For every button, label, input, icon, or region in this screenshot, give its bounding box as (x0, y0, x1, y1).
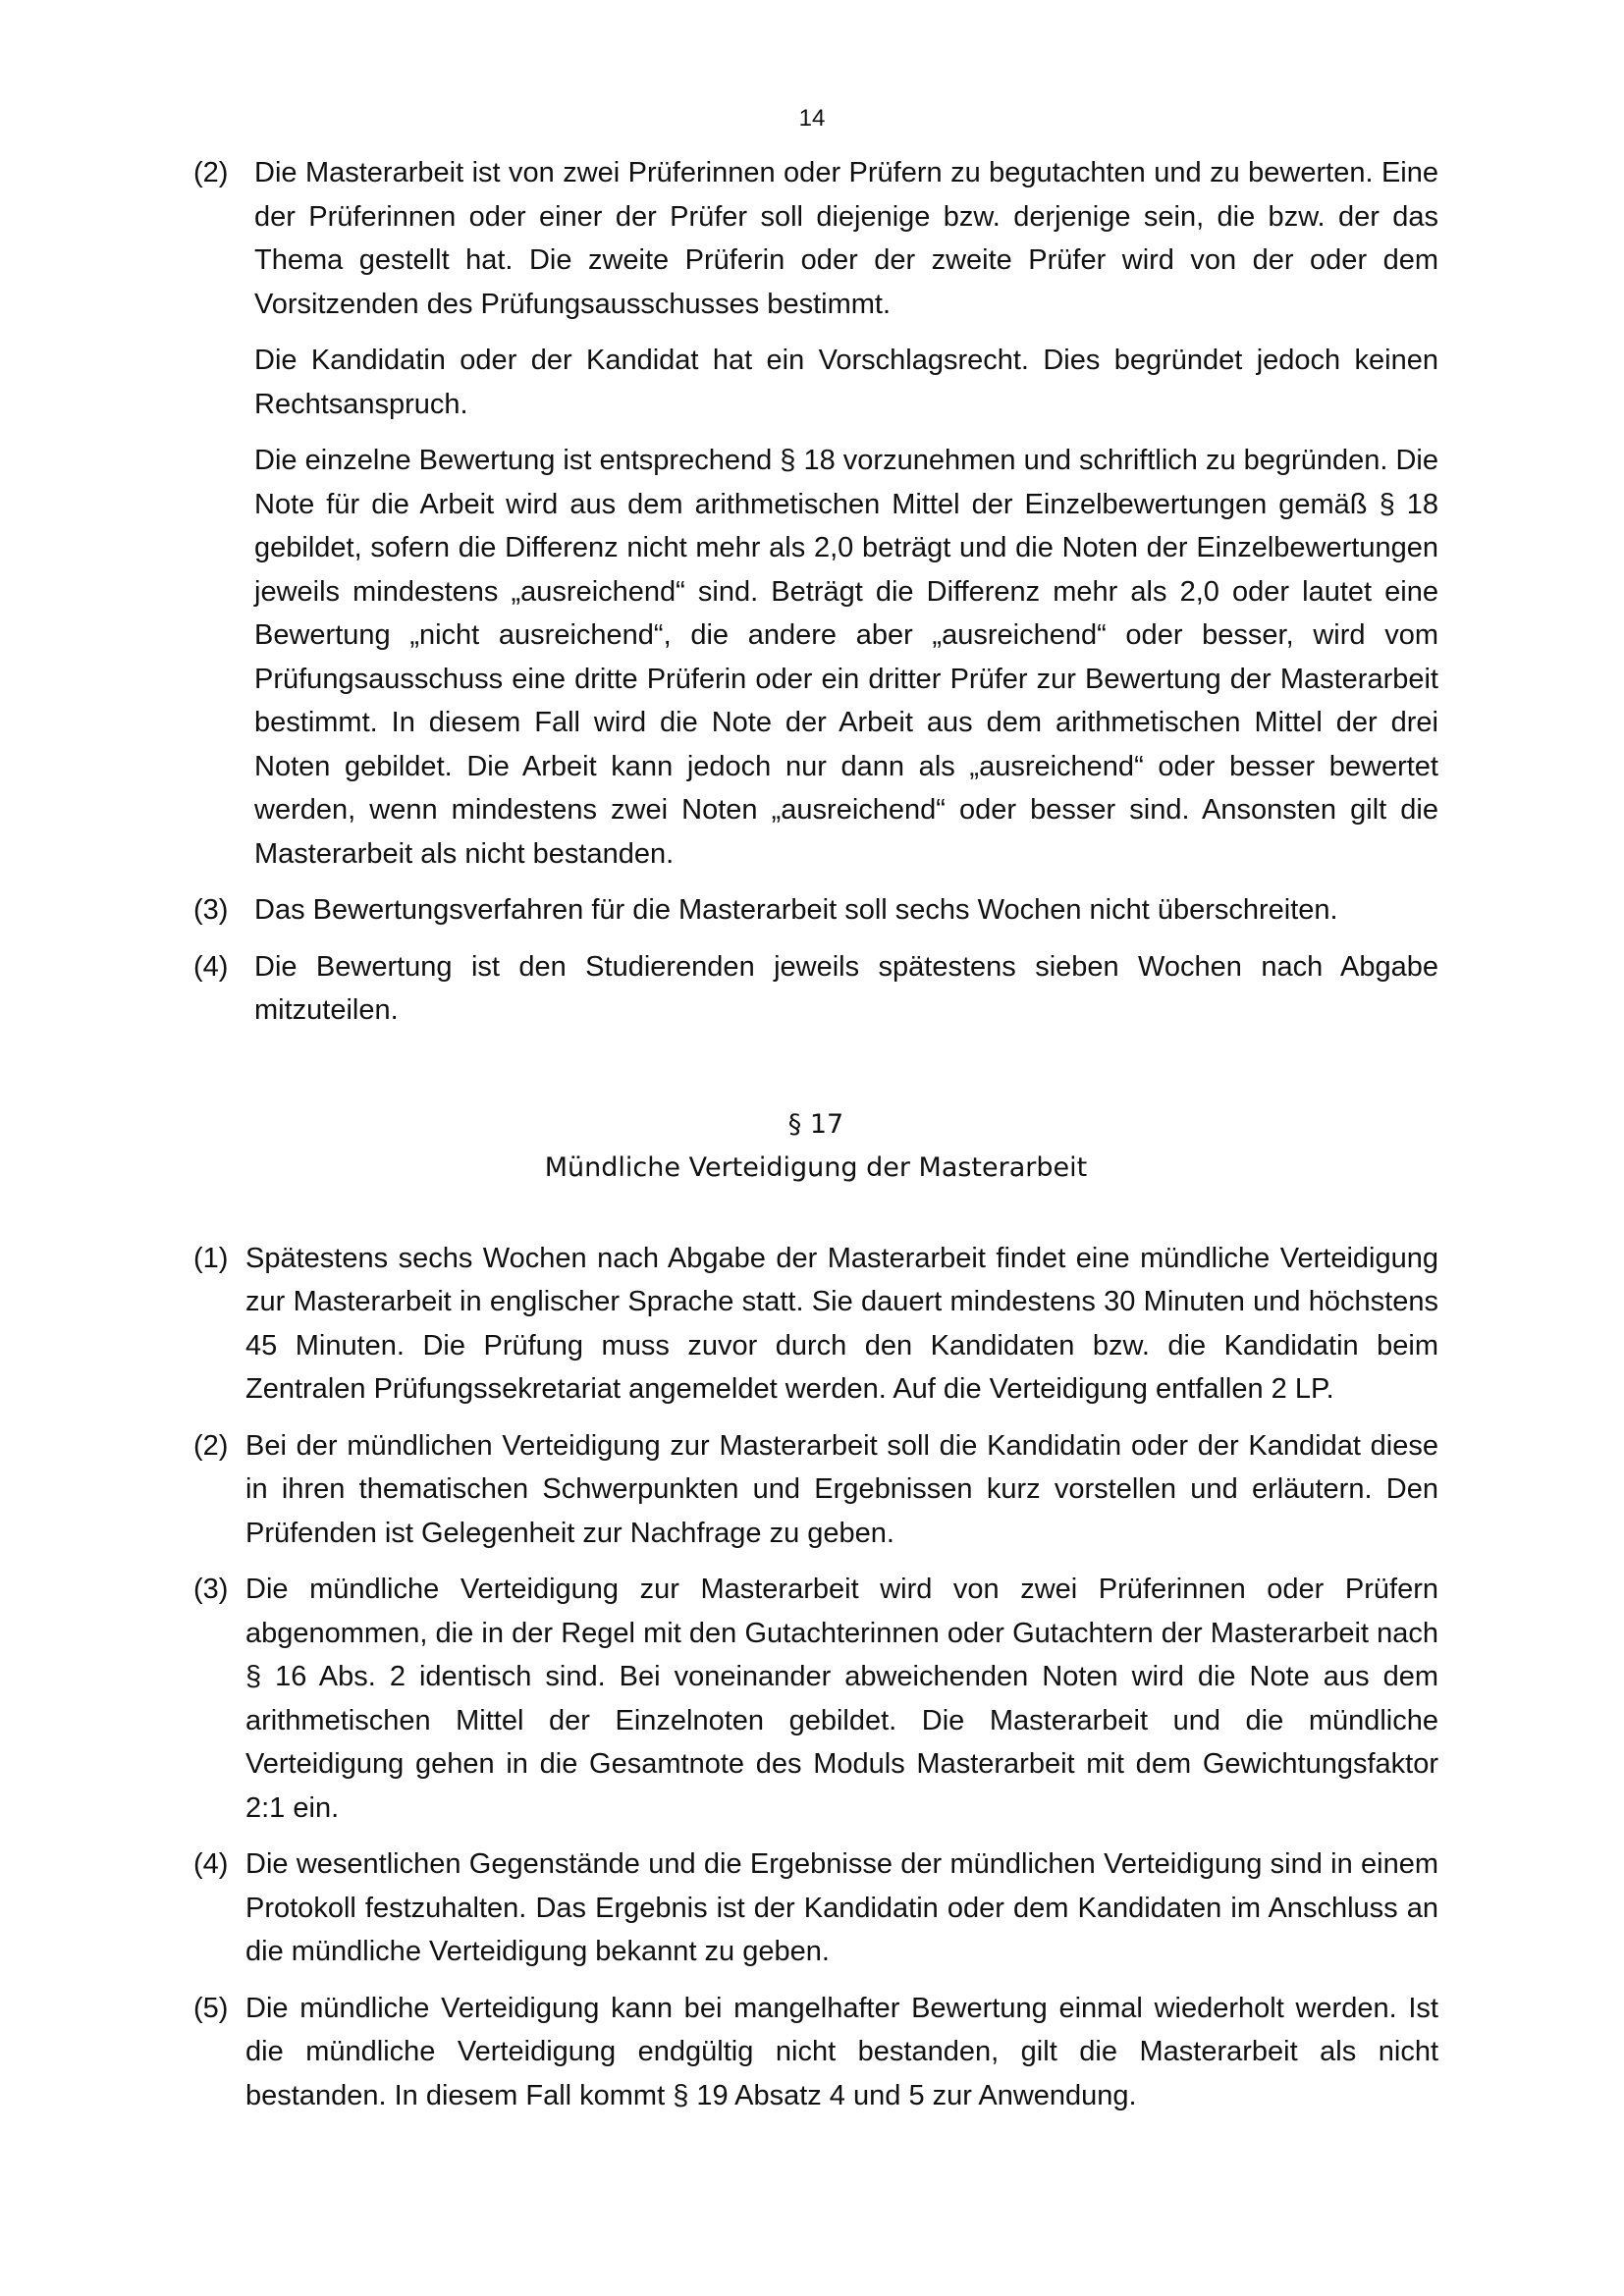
paragraph-17-1 (193, 1237, 1438, 1412)
paragraph-16-3 (193, 888, 1438, 933)
paragraph-number: (5) (193, 1992, 229, 2024)
paragraph-text: Die mündliche Verteidigung zur Masterarbeit wird von zwei Prüferinnen oder Prüfern abgenommen, die in der Regel mit den Gutachterinnen oder Gutachtern der Masterarbeit nach § 16 Abs. 2 identisch sind. Bei voneinander abweichenden Noten wird die Note aus dem arithmetischen Mittel der Einzelnoten gebildet. Die Masterarbeit und die mündliche Verteidigung gehen in die Gesamtnote des Moduls Masterarbeit mit dem Gewichtungsfaktor 2:1 ein. (245, 1574, 1438, 1824)
paragraph-17-2 (193, 1424, 1438, 1556)
paragraph-text: Die wesentlichen Gegenstände und die Ergebnisse der mündlichen Verteidigung sind in einem Protokoll festzuhalten. Das Ergebnis ist der Kandidatin oder dem Kandidaten im Anschluss an die mündliche Verteidigung bekannt zu geben. (245, 1848, 1438, 1967)
document-content (193, 151, 1438, 2130)
paragraph-text: Die mündliche Verteidigung kann bei mangelhafter Bewertung einmal wiederholt werden. Ist die mündliche Verteidigung endgültig nicht bestanden, gilt die Masterarbeit als nicht bestanden. In diesem Fall kommt § 19 Absatz 4 und 5 zur Anwendung. (245, 1992, 1438, 2111)
paragraph-text: Das Bewertungsverfahren für die Masterarbeit soll sechs Wochen nicht überschreiten. (254, 894, 1338, 926)
paragraph-number: (2) (193, 157, 229, 188)
paragraph-17-3 (193, 1568, 1438, 1830)
paragraph-17-4 (193, 1842, 1438, 1974)
section-16-continuation (193, 151, 1438, 1033)
paragraph-number: (4) (193, 950, 229, 983)
paragraph-text: Die Bewertung ist den Studierenden jeweils spätestens sieben Wochen nach Abgabe mitzuteilen. (254, 950, 1438, 1026)
paragraph-text: Spätestens sechs Wochen nach Abgabe der Masterarbeit findet eine mündliche Verteidigung zur Masterarbeit in englischer Sprache statt. Sie dauert mindestens 30 Minuten und höchstens 45 Minuten. Die Prüfung muss zuvor durch den Kandidaten bzw. die Kandidatin beim Zentralen Prüfungssekretariat angemeldet werden. Auf die Verteidigung entfallen 2 LP. (245, 1242, 1438, 1405)
paragraph-number: (3) (193, 894, 229, 926)
paragraph-text: Die Kandidatin oder der Kandidat hat ein Vorschlagsrecht. Dies begründet jedoch keinen Rechtsanspruch. (254, 345, 1438, 420)
paragraph-text: Die Masterarbeit ist von zwei Prüferinnen oder Prüfern zu begutachten und zu bewerten. Eine der Prüferinnen oder einer der Prüfer soll diejenige bzw. derjenige sein, die bzw. der das Thema gestellt hat. Die zweite Prüferin oder der zweite Prüfer wird von der oder dem Vorsitzenden des Prüfungsausschusses bestimmt. (254, 157, 1438, 320)
page-number: 14 (798, 105, 826, 132)
paragraph-16-4 (193, 945, 1438, 1033)
paragraph-number: (2) (193, 1429, 229, 1462)
section-17-heading (193, 1103, 1438, 1190)
section-17-body (193, 1237, 1438, 2118)
paragraph-number: (1) (193, 1242, 229, 1274)
paragraph-text: Die einzelne Bewertung ist entsprechend § 18 vorzunehmen und schriftlich zu begründen. Die Note für die Arbeit wird aus dem arithmetischen Mittel der Einzelbewertungen gemäß § 18 gebildet, sofern die Differenz nicht mehr als 2,0 beträgt und die Noten der Einzelbewertungen jeweils mindestens „ausreichend“ sind. Beträgt die Differenz mehr als 2,0 oder lautet eine Bewertung „nicht ausreichend“, die andere aber „ausreichend“ oder besser, wird vom Prüfungsausschuss eine dritte Prüferin oder ein dritter Prüfer zur Bewertung der Masterarbeit bestimmt. In diesem Fall wird die Note der Arbeit aus dem arithmetischen Mittel der drei Noten gebildet. Die Arbeit kann jedoch nur dann als „ausreichend“ oder besser bewertet werden, wenn mindestens zwei Noten „ausreichend“ oder besser sind. Ansonsten gilt die Masterarbeit als nicht bestanden. (254, 445, 1438, 870)
paragraph-text: Bei der mündlichen Verteidigung zur Masterarbeit soll die Kandidatin oder der Kandidat diese in ihren thematischen Schwerpunkten und Ergebnissen kurz vorstellen und erläutern. Den Prüfenden ist Gelegenheit zur Nachfrage zu geben. (245, 1429, 1438, 1549)
section-title: Mündliche Verteidigung der Masterarbeit (544, 1151, 1088, 1183)
paragraph-number: (4) (193, 1848, 229, 1880)
section-number: § 17 (787, 1108, 844, 1140)
paragraph-number: (3) (193, 1574, 229, 1605)
paragraph-16-2 (193, 151, 1438, 876)
paragraph-17-5 (193, 1987, 1438, 2118)
